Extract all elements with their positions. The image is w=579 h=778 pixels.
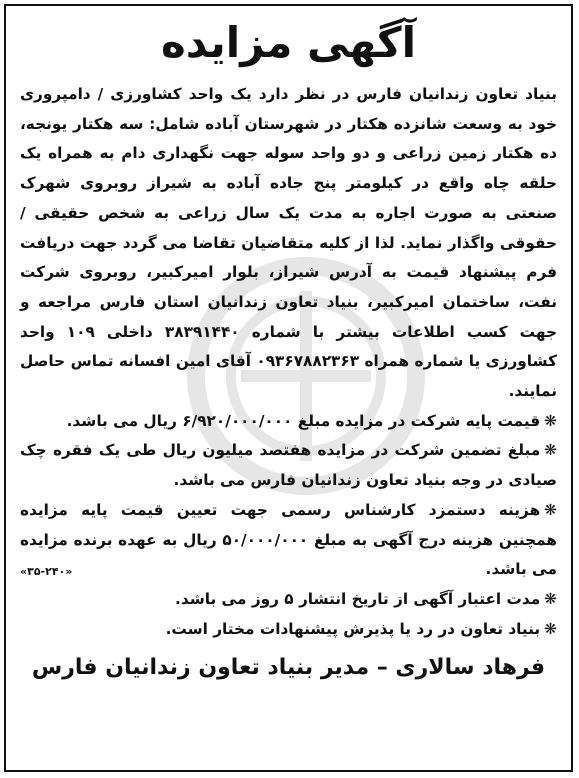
notice-item-1 — [20, 407, 557, 437]
item-text: مدت اعتبار آگهی از تاریخ انتشار ۵ روز می باشد. — [175, 589, 541, 608]
bullet-icon: ❋ — [544, 619, 557, 638]
notice-frame — [4, 4, 573, 772]
bullet-icon: ❋ — [544, 411, 557, 430]
notice-item-3 — [20, 496, 557, 585]
notice-item-2 — [20, 436, 557, 495]
bullet-icon: ❋ — [544, 441, 557, 460]
item-text: قیمت پایه شرکت در مزایده مبلغ ۶/۹۲۰/۰۰۰/۰۰۰ ریال می باشد. — [66, 411, 541, 430]
notice-body: بنیاد تعاون زندانیان فارس در نظر دارد یک واحد کشاورزی / دامپروری خود به وسعت شانزده هکتار در شهرستان آباده شامل: سه هکتار یونجه، ده هکتار زمین زراعی و دو واحد سوله جهت نگهداری دام به همراه یک حلقه چاه واقع در کیلومتر پنج جاده آباده به شیراز روبروی شهرک صنعتی به صورت اجاره به مدت یک سال زراعی به شخص حقیقی / حقوقی واگذار نماید. لذا از کلیه متقاضیان تقاضا می گردد جهت دریافت فرم پیشنهاد قیمت به آدرس شیراز، بلوار امیرکبیر، روبروی شرکت نفت، ساختمان امیرکبیر، بنیاد تعاون زندانیان استان فارس مراجعه و جهت کسب اطلاعات بیشتر با شماره ۳۸۳۹۱۴۴۰ داخلی ۱۰۹ واحد کشاورزی یا شماره همراه ۰۹۳۶۷۸۸۲۳۶۳ آقای امین افسانه تماس حاصل نمایند. — [20, 85, 557, 401]
bullet-icon: ❋ — [544, 589, 557, 608]
notice-title: آگهی مزایده — [160, 18, 416, 67]
notice-code: «۳۵-۲۴۰» — [20, 565, 73, 579]
bullet-icon: ❋ — [544, 500, 557, 519]
item-text: هزینه دستمزد کارشناس رسمی جهت تعیین قیمت پایه مزایده همچنین هزینه درج آگهی به مبلغ ۵۰/۰۰۰/۰۰۰ ریال به عهده برنده مزایده می باشد. — [20, 500, 557, 579]
notice-item-4 — [20, 585, 557, 615]
notice-signature: فرهاد سالاری – مدیر بنیاد تعاون زندانیان فارس — [31, 655, 546, 681]
item-text: مبلغ تضمین شرکت در مزایده هفتصد میلیون ریال طی یک فقره چک صیادی در وجه بنیاد تعاون زندانیان فارس می باشد. — [20, 441, 557, 490]
notice-item-5 — [20, 615, 557, 645]
item-text: بنیاد تعاون در رد یا پذیرش پیشنهادات مختار است. — [165, 619, 541, 638]
notice-content — [6, 6, 571, 688]
